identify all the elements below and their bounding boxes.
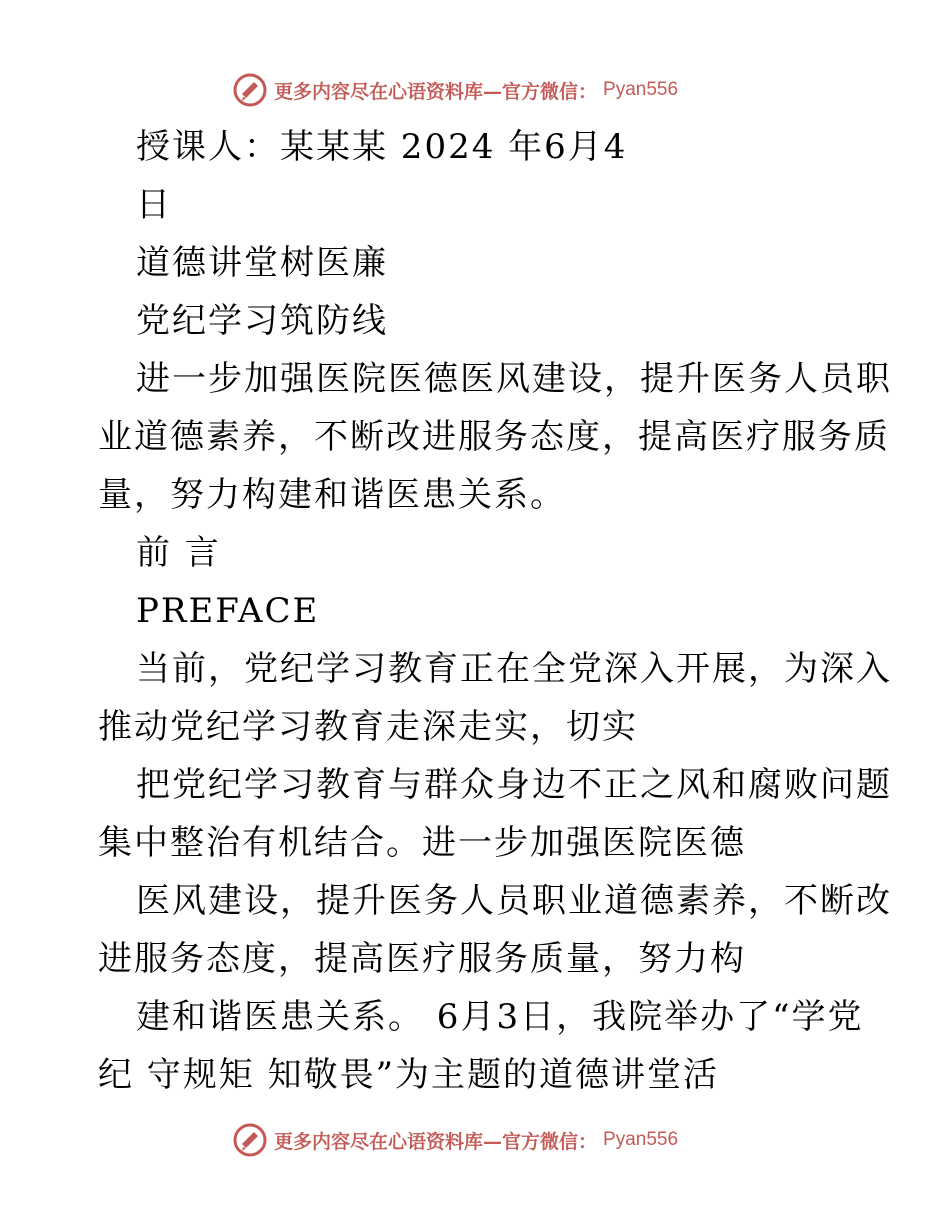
watermark-id: Pyan556 (603, 1129, 679, 1150)
title-line-2: 党纪学习筑防线 (136, 301, 388, 341)
intro-paragraph-line: 量，努力构建和谐医患关系。 (98, 475, 566, 515)
instructor-date-line: 授课人：某某某 2024 年6月4 (136, 127, 628, 167)
date-continuation: 日 (136, 185, 172, 225)
document-body (98, 118, 892, 1104)
brand-logo-icon (232, 72, 268, 108)
watermark-id: Pyan556 (603, 79, 679, 100)
watermark-text: 更多内容尽在心语资料库—官方微信： (274, 80, 598, 103)
body-paragraph-line: 当前，党纪学习教育正在全党深入开展，为深入 (136, 649, 892, 689)
body-paragraph-line: 医风建设，提升医务人员职业道德素养，不断改 (136, 881, 892, 921)
header-watermark (232, 72, 678, 108)
watermark-text: 更多内容尽在心语资料库—官方微信： (274, 1130, 598, 1153)
body-paragraph-line: 推动党纪学习教育走深走实，切实 (98, 707, 638, 747)
title-line-1: 道德讲堂树医廉 (136, 243, 388, 283)
preface-heading: 前 言 (136, 533, 221, 573)
footer-watermark (232, 1122, 678, 1158)
brand-logo-icon (232, 1122, 268, 1158)
body-paragraph-line: 把党纪学习教育与群众身边不正之风和腐败问题 (136, 765, 892, 805)
body-paragraph-line: 建和谐医患关系。 6月3日，我院举办了“学党 (136, 997, 864, 1037)
body-paragraph-line: 进服务态度，提高医疗服务质量，努力构 (98, 939, 746, 979)
intro-paragraph-line: 进一步加强医院医德医风建设，提升医务人员职 (136, 359, 892, 399)
intro-paragraph-line: 业道德素养，不断改进服务态度，提高医疗服务质 (98, 417, 890, 457)
body-paragraph-line: 纪 守规矩 知敬畏”为主题的道德讲堂活 (98, 1055, 719, 1095)
body-paragraph-line: 集中整治有机结合。进一步加强医院医德 (98, 823, 746, 863)
preface-english-heading: PREFACE (136, 591, 320, 631)
